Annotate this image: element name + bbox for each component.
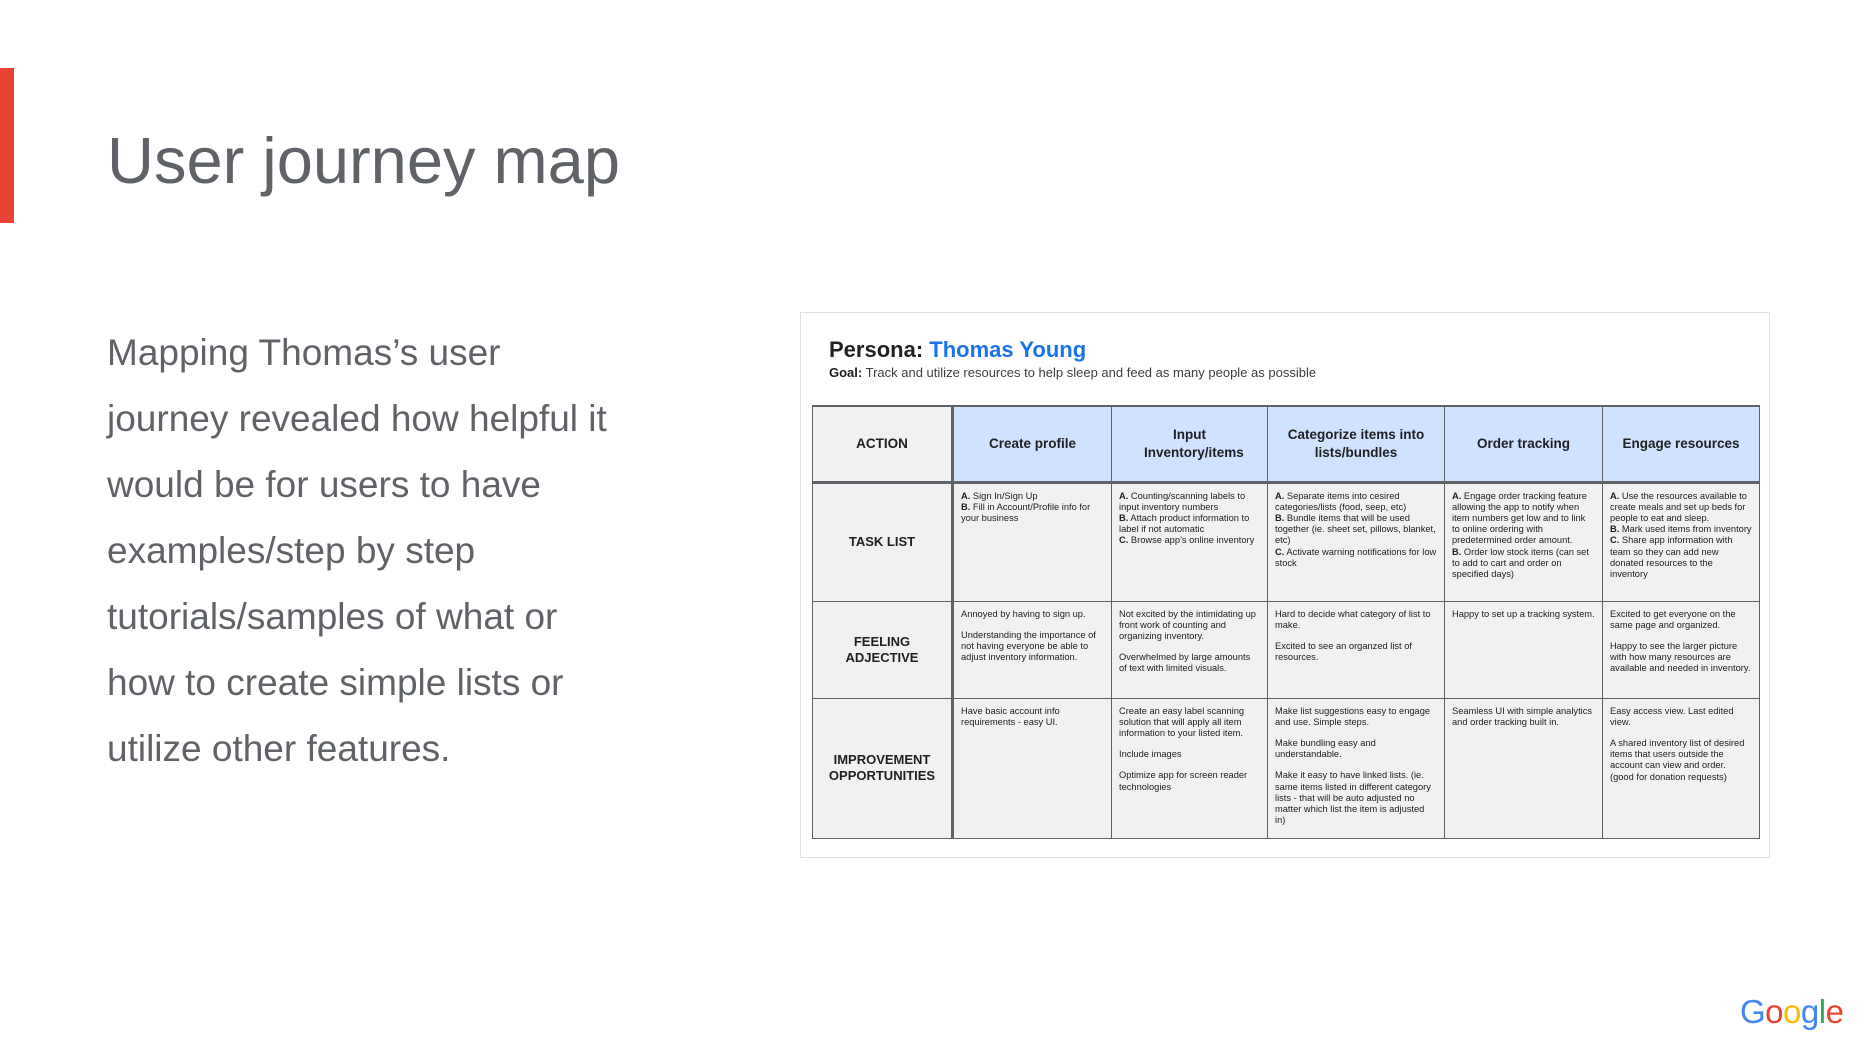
- table-header-row: [813, 406, 1760, 482]
- google-logo: [1740, 995, 1843, 1028]
- improvement-cell: Have basic account info requirements - easy UI.: [953, 698, 1112, 838]
- row-label: IMPROVEMENT OPPORTUNITIES: [813, 698, 953, 838]
- task-cell: A. Sign In/Sign Up B. Fill in Account/Profile info for your business: [953, 482, 1112, 601]
- feeling-cell: Excited to get everyone on the same page and organized. Happy to see the larger picture with how many resources are available and needed in inventory.: [1603, 601, 1760, 698]
- feeling-cell: Annoyed by having to sign up. Understanding the importance of not having everyone be able to adjust inventory information.: [953, 601, 1112, 698]
- journey-map-table: [812, 405, 1760, 839]
- improvement-cell: Make list suggestions easy to engage and use. Simple steps. Make bundling easy and understandable. Make it easy to have linked lists. (ie. same items listed in different category lists - that will be auto adjusted no matter which list the item is adjusted in): [1268, 698, 1445, 838]
- header-stage: Categorize items into lists/bundles: [1268, 406, 1445, 482]
- header-stage: Create profile: [953, 406, 1112, 482]
- header-stage: Input Inventory/items: [1112, 406, 1268, 482]
- improvement-cell: Create an easy label scanning solution that will apply all item information to your listed item. Include images Optimize app for screen reader technologies: [1112, 698, 1268, 838]
- table-row: [813, 698, 1760, 838]
- task-cell: A. Counting/scanning labels to input inventory numbers B. Attach product information to label if not automatic C. Browse app’s online inventory: [1112, 482, 1268, 601]
- table-row: [813, 601, 1760, 698]
- persona-heading: [829, 337, 1086, 363]
- header-stage: Engage resources: [1603, 406, 1760, 482]
- goal-text: Track and utilize resources to help sleep and feed as many people as possible: [865, 365, 1317, 380]
- task-cell: A. Engage order tracking feature allowing the app to notify when item numbers get low and to link to online ordering with predetermined order amount. B. Order low stock items (can set to add to cart and order on specified days): [1445, 482, 1603, 601]
- logo-letter: g: [1800, 993, 1819, 1030]
- slide-title: User journey map: [107, 124, 620, 197]
- feeling-cell: Happy to set up a tracking system.: [1445, 601, 1603, 698]
- slide-body-text: Mapping Thomas’s user journey revealed how helpful it would be for users to have examples/step by step tutorials/samples of what or how to create simple lists or utilize other features.: [107, 332, 607, 769]
- journey-map-figure: [800, 312, 1770, 858]
- header-action: ACTION: [813, 406, 953, 482]
- logo-letter: G: [1740, 993, 1766, 1030]
- logo-letter: l: [1818, 993, 1826, 1030]
- row-label: FEELING ADJECTIVE: [813, 601, 953, 698]
- row-label: TASK LIST: [813, 482, 953, 601]
- improvement-cell: Seamless UI with simple analytics and order tracking built in.: [1445, 698, 1603, 838]
- logo-letter: o: [1765, 993, 1784, 1030]
- task-cell: A. Separate items into cesired categories/lists (food, seep, etc) B. Bundle items that will be used together (ie. sheet set, pillows, blanket, etc) C. Activate warning notifications for low stock: [1268, 482, 1445, 601]
- accent-bar: [0, 68, 14, 223]
- task-cell: A. Use the resources available to create meals and set up beds for people to eat and sleep. B. Mark used items from inventory C. Share app information with team so they can add new donated resources to the inventory: [1603, 482, 1760, 601]
- logo-letter: e: [1825, 993, 1844, 1030]
- header-stage: Order tracking: [1445, 406, 1603, 482]
- table-row: [813, 482, 1760, 601]
- persona-name: Thomas Young: [929, 337, 1087, 362]
- feeling-cell: Not excited by the intimidating up front work of counting and organizing inventory. Overwhelmed by large amounts of text with limited visuals.: [1112, 601, 1268, 698]
- logo-letter: o: [1783, 993, 1801, 1030]
- persona-label: Persona:: [829, 337, 924, 362]
- feeling-cell: Hard to decide what category of list to make. Excited to see an organzed list of resources.: [1268, 601, 1445, 698]
- persona-goal: [829, 365, 1316, 380]
- improvement-cell: Easy access view. Last edited view. A shared inventory list of desired items that users outside the account can view and order. (good for donation requests): [1603, 698, 1760, 838]
- goal-label: Goal:: [829, 365, 863, 380]
